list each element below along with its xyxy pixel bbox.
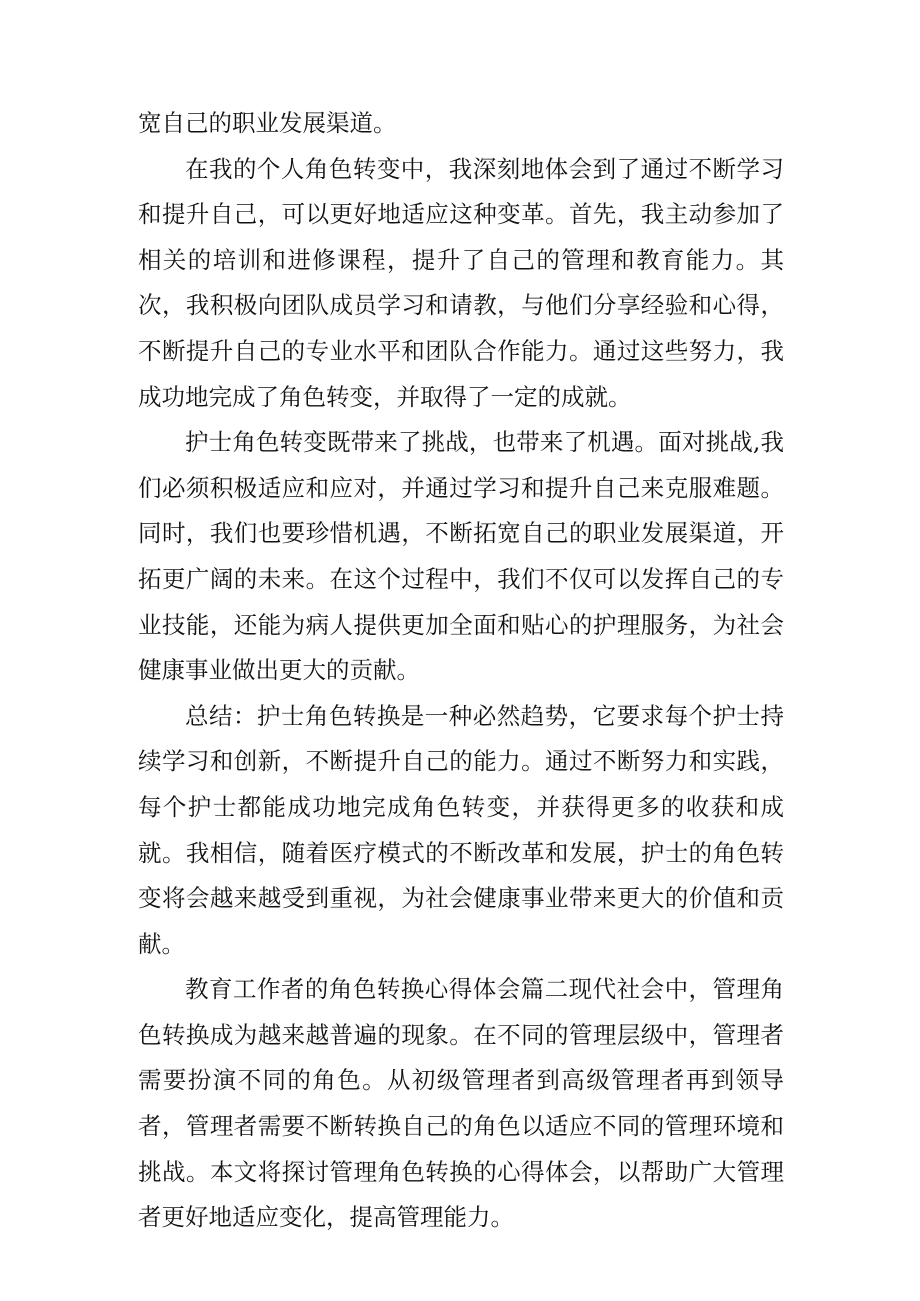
document-body: [138, 101, 784, 1241]
paragraph-challenges-opportunities: 护士角色转变既带来了挑战，也带来了机遇。面对挑战,我们必须积极适应和应对，并通过学习和提升自己来克服难题。同时，我们也要珍惜机遇，不断拓宽自己的职业发展渠道，开拓更广阔的未来。在这个过程中，我们不仅可以发挥自己的专业技能，还能为病人提供更加全面和贴心的护理服务，为社会健康事业做出更大的贡献。: [138, 428, 784, 685]
paragraph-personal-transition: 在我的个人角色转变中，我深刻地体会到了通过不断学习和提升自己，可以更好地适应这种变革。首先，我主动参加了相关的培训和进修课程，提升了自己的管理和教育能力。其次，我积极向团队成员学习和请教，与他们分享经验和心得，不断提升自己的专业水平和团队合作能力。通过这些努力，我成功地完成了角色转变，并取得了一定的成就。: [138, 154, 784, 411]
paragraph-continuation: 宽自己的职业发展渠道。: [138, 109, 397, 137]
paragraph-summary: 总结：护士角色转换是一种必然趋势，它要求每个护士持续学习和创新，不断提升自己的能力。通过不断努力和实践，每个护士都能成功地完成角色转变，并获得更多的收获和成就。我相信，随着医疗模式的不断改革和发展，护士的角色转变将会越来越受到重视，为社会健康事业带来更大的价值和贡献。: [138, 701, 784, 958]
paragraph-management-role: 教育工作者的角色转换心得体会篇二现代社会中，管理角色转换成为越来越普遍的现象。在不同的管理层级中，管理者需要扮演不同的角色。从初级管理者到高级管理者再到领导者，管理者需要不断转换自己的角色以适应不同的管理环境和挑战。本文将探讨管理角色转换的心得体会，以帮助广大管理者更好地适应变化，提高管理能力。: [138, 975, 784, 1232]
